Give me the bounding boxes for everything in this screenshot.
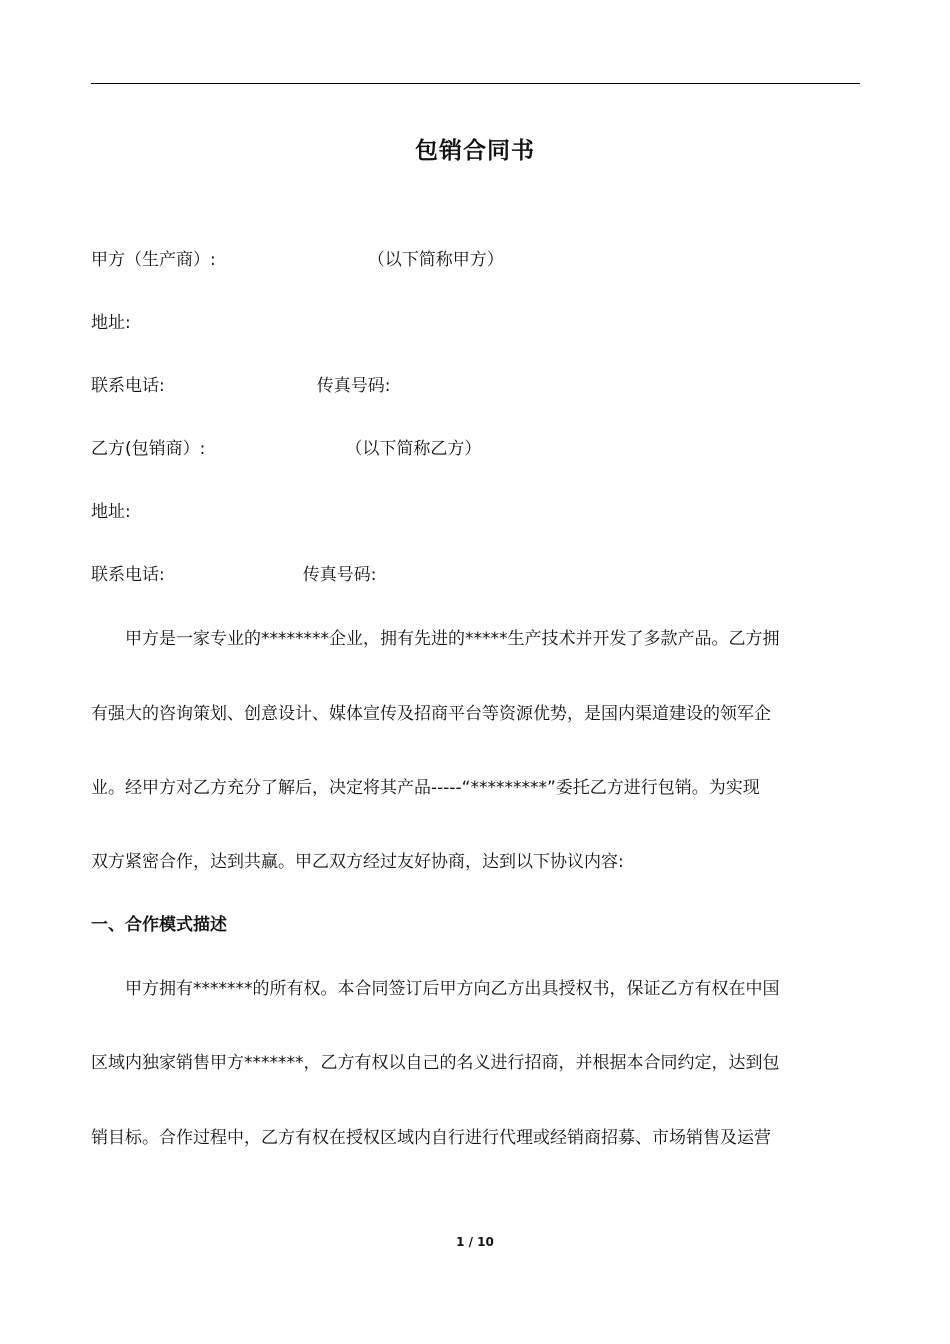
- party-a-phone-label: 联系电话:: [91, 376, 165, 396]
- party-b-line: [91, 436, 481, 462]
- party-b-fax-label: 传真号码:: [302, 565, 377, 585]
- section-line: 区域内独家销售甲方*******，乙方有权以自己的名义进行招商，并根据本合同约定，达到包: [91, 1053, 780, 1073]
- party-a-line: [91, 247, 504, 273]
- party-b-label: 乙方(包销商）:: [91, 439, 206, 459]
- header-rule: [91, 83, 860, 84]
- page-number: 1 / 10: [456, 1235, 494, 1249]
- intro-line: 有强大的咨询策划、创意设计、媒体宣传及招商平台等资源优势，是国内渠道建设的领军企: [91, 704, 771, 724]
- party-a-address-line: [91, 310, 131, 336]
- party-b-short-name: （以下简称乙方）: [345, 439, 482, 459]
- intro-line: 甲方是一家专业的********企业，拥有先进的*****生产技术并开发了多款产品。乙方拥: [91, 629, 780, 649]
- section-line: 销目标。合作过程中，乙方有权在授权区域内自行进行代理或经销商招募、市场销售及运营: [91, 1128, 771, 1148]
- document-title: 包销合同书: [415, 138, 535, 164]
- section-heading: 一、合作模式描述: [91, 915, 227, 935]
- party-b-contact-line: [91, 562, 376, 588]
- party-b-address-label: 地址:: [91, 502, 131, 522]
- party-a-fax-label: 传真号码:: [316, 376, 391, 396]
- intro-line: 业。经甲方对乙方充分了解后，决定将其产品-----“*********”委托乙方进行包销。为实现: [91, 778, 760, 798]
- party-a-short-name: （以下简称甲方）: [367, 250, 504, 270]
- party-b-phone-label: 联系电话:: [91, 565, 165, 585]
- intro-line: 双方紧密合作，达到共赢。甲乙双方经过友好协商，达到以下协议内容:: [91, 852, 624, 872]
- party-a-address-label: 地址:: [91, 313, 131, 333]
- party-a-label: 甲方（生产商）:: [91, 250, 216, 270]
- section-line: 甲方拥有*******的所有权。本合同签订后甲方向乙方出具授权书，保证乙方有权在中国: [91, 979, 780, 999]
- party-b-address-line: [91, 499, 131, 525]
- party-a-contact-line: [91, 373, 390, 399]
